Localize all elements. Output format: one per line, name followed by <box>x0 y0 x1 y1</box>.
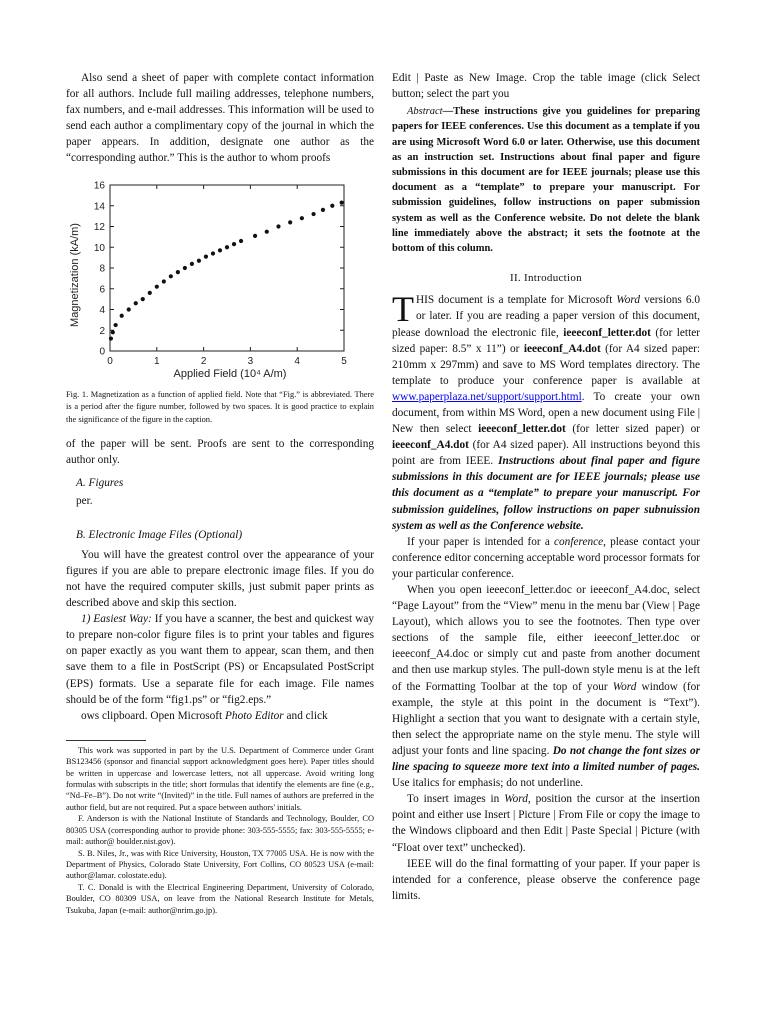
proofs-paragraph: of the paper will be sent. Proofs are sent to the corresponding author only. <box>66 438 374 467</box>
y-tick-label: 10 <box>93 242 105 254</box>
intro-paragraph <box>392 289 701 533</box>
page-layout-paragraph <box>392 582 700 791</box>
conference-text-b: please contact your conference editor concerning acceptable word processor formats for your particular conference. <box>392 535 700 580</box>
intro-text-2: versions 6.0 or later. If you are reading a paper version of this document, please download the electronic file, <box>392 294 700 339</box>
chart-ticks <box>94 180 347 367</box>
layout-text-c: Use italics for emphasis; do not underline. <box>392 777 584 790</box>
layout-text-a: When you open ieeeconf_letter.doc or ieeeconf_A4.doc, select “Page Layout” from the “View” menu in the menu bar (View | Page Layout), which allows you to see the footnotes. Then type over sections of the sample file, either ieeeconf_letter.doc or ieeeconf_A4.doc or simply cut and paste from another document and then use markup styles. The pull-down style menu is at the left of the Formatting Toolbar at the top of your <box>392 584 700 693</box>
intro-text-6: (for letter sized paper) or <box>565 423 701 436</box>
chart-axes <box>110 185 344 351</box>
footnote-funding: This work was supported in part by the U.S. Department of Commerce under Grant BS123456 (sponsor and financial support acknowledgment goes here). Paper titles should be written in uppercase and lowercase letters, not all uppercase. Avoid writing long formulas with subscripts in the title; short formulas that identify the elements are fine (e.g., “Nd–Fe–B”). Do not write “(Invited)” in the title. Full names of authors are preferred in the author field, but are not required. Put a space between authors' initials. <box>66 745 374 812</box>
easiest-way-label: 1) Easiest Way: <box>81 613 152 626</box>
file-a4-2: ieeeconf_A4.dot <box>392 439 469 452</box>
subsection-a-text: per. <box>76 494 93 507</box>
final-formatting-paragraph: IEEE will do the final formatting of your paper. If your paper is intended for a conference, please observe the conference page limits. <box>392 857 700 902</box>
paperplaza-link[interactable]: www.paperplaza.net/support/support.html <box>392 390 582 403</box>
clipboard-text-b: and click <box>283 709 328 722</box>
x-tick-label: 4 <box>294 355 300 367</box>
data-point <box>114 323 118 327</box>
y-tick-label: 8 <box>99 263 105 275</box>
footnotes <box>66 745 374 916</box>
right-column <box>392 70 700 904</box>
insert-images-paragraph <box>392 791 700 855</box>
y-tick-label: 0 <box>99 346 105 358</box>
conference-em: conference, <box>554 535 606 548</box>
x-tick-label: 3 <box>247 355 254 367</box>
data-point <box>300 216 304 220</box>
abstract <box>392 104 700 256</box>
intro-bold-italic: Instructions about final paper and figure submissions in this document are for IEEE journals; please use this document as a “template” to prepare your manuscript. For submission guidelines, follow instructions on paper subnuission system as well as the Conference website. <box>392 455 701 532</box>
x-tick-label: 2 <box>200 355 207 367</box>
subsection-a-heading: A. Figures <box>76 476 124 489</box>
file-letter-2: ieeeconf_letter.dot <box>478 423 566 436</box>
subsection-b-heading: B. Electronic Image Files (Optional) <box>76 528 243 541</box>
drop-cap: T <box>392 289 414 330</box>
data-point <box>176 270 180 274</box>
data-point <box>340 200 344 204</box>
x-tick-label: 5 <box>341 355 347 367</box>
data-point <box>148 290 152 294</box>
intro-text-1: HIS document is a template for Microsoft <box>416 294 617 307</box>
file-letter: ieeeconf_letter.dot <box>563 326 651 339</box>
layout-text-b: window (for example, the style at this point in the document is “Text”). Highlight a section that you want to designate with a certain style, then select the appropriate name on the style menu. The style will adjust your fonts and line spacing. <box>392 680 700 757</box>
file-a4: ieeeconf_A4.dot <box>523 342 601 355</box>
intro-text-4: (for A4 sized paper: 210mm x 297mm) and save to MS Word templates directory. The template to produce your conference paper is available at <box>392 342 700 387</box>
layout-word: Word <box>612 680 637 693</box>
chart-points <box>109 200 344 340</box>
easiest-way-text: If you have a scanner, the best and quickest way to prepare non-color figure files is to print your tables and figures on paper exactly as you want them to appear, scan them, and then save them to a file in PostScript (PS) or Encapsulated PostScript (EPS) formats. Use a separate file for each image. File names should be of the form “fig1.ps” or “fig2.eps.” <box>66 613 374 706</box>
data-point <box>330 203 334 207</box>
footnote-niles: S. B. Niles, Jr., was with Rice University, Houston, TX 77005 USA. He is now with the Department of Physics, Colorado State University, Fort Collins, CO 80523 USA (e-mail: author@lamar. colostate.edu). <box>66 848 374 881</box>
abstract-label: Abstract <box>407 106 443 118</box>
insert-text-b: position the cursor at the insertion point and either use Insert | Picture | From File or copy the image to the Windows clipboard and then Edit | Paste Special | Picture (with “Float over text” unchecked). <box>392 793 700 854</box>
figure-caption: Fig. 1. Magnetization as a function of applied field. Note that “Fig.” is abbreviated. There is a period after the figure number, followed by two spaces. It is good practice to explain the significance of the figure in the caption. <box>66 389 374 424</box>
edit-paste-paragraph: Edit | Paste as New Image. Crop the table image (click Select button; select the part you <box>392 72 700 101</box>
y-tick-label: 14 <box>93 200 105 212</box>
abstract-text: —These instructions give you guidelines for preparing papers for IEEE conferences. Use this document as a template if you are using Microsoft Word 6.0 or later. Otherwise, use this document as an instruction set. Instructions about final paper and figure submissions in this document are for IEEE journals; please use this document as a “template” to prepare your manuscript. For submission guidelines, follow instructions on paper submission system as well as the Conference website. Do not delete the blank line immediately above the abstract; it sets the footnote at the bottom of this column. <box>392 106 700 255</box>
data-point <box>109 336 113 340</box>
conference-paragraph <box>392 534 700 582</box>
data-point <box>265 229 269 233</box>
data-point <box>321 207 325 211</box>
footnote-donald: T. C. Donald is with the Electrical Engineering Department, University of Colorado, Boulder, CO 80309 USA, on leave from the National Research Institute for Metals, Tsukuba, Japan (e-mail: author@nrim.go.jp). <box>66 882 374 915</box>
clipboard-paragraph <box>66 708 374 724</box>
data-point <box>276 224 280 228</box>
data-point <box>111 330 115 334</box>
data-point <box>141 297 145 301</box>
footnote-anderson: F. Anderson is with the National Institute of Standards and Technology, Boulder, CO 80305 USA (corresponding author to provide phone: 303-555-5555; fax: 303-555-5555; e-mail: author@ boulder.nist.gov). <box>66 814 374 847</box>
data-point <box>190 261 194 265</box>
insert-text-a: To insert images in <box>407 793 505 806</box>
intro-text-5: . To create your own document, from within MS Word, open a new document using File | New then select <box>392 390 700 436</box>
data-point <box>183 265 187 269</box>
layout-warning: Do not change the font sizes or line spacing to squeeze more text into a limited number of pages. <box>392 744 700 774</box>
magnetization-chart <box>66 175 366 385</box>
data-point <box>169 274 173 278</box>
data-point <box>197 258 201 262</box>
section-heading-introduction: II. Introduction <box>509 272 582 285</box>
chart-ylabel: Magnetization (kA/m) <box>69 222 81 327</box>
plot-frame <box>110 185 344 351</box>
data-point <box>288 220 292 224</box>
footnote-rule <box>66 740 146 741</box>
data-point <box>162 279 166 283</box>
y-tick-label: 6 <box>99 283 105 295</box>
y-tick-label: 2 <box>99 325 105 337</box>
data-point <box>155 284 159 288</box>
data-point <box>134 301 138 305</box>
x-tick-label: 1 <box>154 355 160 367</box>
intro-text-3: (for letter sized paper: 8.5” x 11”) or <box>392 326 700 355</box>
photo-editor-text: Photo Editor <box>225 709 284 722</box>
electronic-files-paragraph: You will have the greatest control over the appearance of your figures if you are able to prepare electronic image files. If you do not have the required computer skills, just submit paper prints as described above and skip this section. <box>66 548 374 610</box>
x-tick-label: 0 <box>107 355 113 367</box>
data-point <box>204 254 208 258</box>
y-tick-label: 16 <box>93 180 105 192</box>
y-tick-label: 4 <box>99 304 105 316</box>
intro-word: Word <box>616 294 641 307</box>
clipboard-text-a: ows clipboard. Open Microsoft <box>81 709 226 722</box>
data-point <box>211 251 215 255</box>
data-point <box>232 242 236 246</box>
contact-paragraph: Also send a sheet of paper with complete contact information for all authors. Include full mailing addresses, telephone numbers, fax numbers, and e-mail addresses. This information will be used to send each author a complimentary copy of the journal in which the paper appears. In addition, designate one author as the “corresponding author.” This is the author to whom proofs <box>66 72 374 165</box>
y-tick-label: 12 <box>93 221 105 233</box>
data-point <box>127 307 131 311</box>
data-point <box>225 245 229 249</box>
easiest-way-paragraph <box>66 611 374 708</box>
data-point <box>218 248 222 252</box>
data-point <box>311 212 315 216</box>
data-point <box>120 313 124 317</box>
conference-text-a: If your paper is intended for a <box>407 535 555 548</box>
data-point <box>239 238 243 242</box>
insert-word: Word, <box>504 793 531 806</box>
data-point <box>253 233 257 237</box>
chart-xlabel: Applied Field (10⁴ A/m) <box>173 367 287 380</box>
left-column <box>66 70 374 916</box>
intro-text-7: (for A4 sized paper). All instructions beyond this point are from IEEE. <box>392 439 700 468</box>
